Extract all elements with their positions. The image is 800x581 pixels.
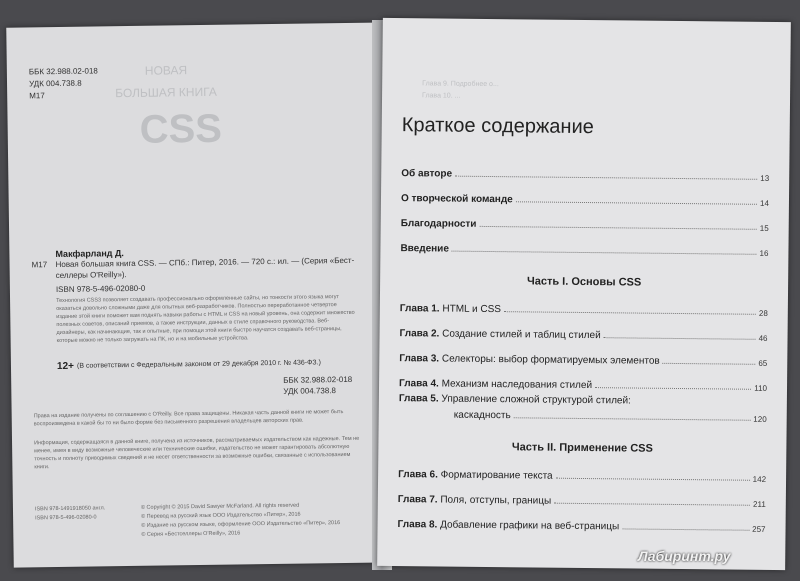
udk-bottom: УДК 004.738.8: [283, 386, 337, 396]
toc-item-creative-team: О творческой команде 14: [400, 193, 770, 208]
rights-text: Права на издание получены по соглашению с O'Reilly. Все права защищены. Никакая часть данной книги не может быть воспроизведена в какой бы то ни было форме без письменного разрешения владельцев авторских прав.: [33, 409, 344, 428]
toc-chapter-5-line-1: Глава 5. Управление сложной структурой стилей:: [398, 393, 631, 407]
bbk-top: ББК 32.988.02-018: [28, 66, 98, 77]
toc-chapter-2: Глава 2. Создание стилей и таблиц стилей 46: [399, 328, 768, 343]
toc-item-about-author: Об авторе 13: [401, 168, 770, 183]
ghost-title-3: CSS: [139, 106, 223, 152]
toc-chapter-6: Глава 6. Форматирование текста 142: [398, 469, 767, 484]
toc-chapter-5-line-2: каскадность 120: [453, 409, 767, 424]
toc-chapter-4: Глава 4. Механизм наследования стилей 110: [398, 378, 768, 393]
page-title: Краткое содержание: [401, 114, 594, 139]
bbk-bottom: ББК 32.988.02-018: [283, 374, 353, 385]
isbn-line: ISBN 978-5-496-02080-0: [55, 283, 146, 295]
age-mark: 12+: [56, 360, 75, 373]
udk-top: УДК 004.738.8: [28, 78, 82, 89]
toc-chapter-8: Глава 8. Добавление графики на веб-страницы 257: [397, 519, 766, 534]
copyright-3: © Издание на русском языке, оформление ООО Издательство «Питер», 2016: [141, 520, 341, 529]
ghost-header-1: Глава 9. Подробнее о...: [422, 80, 499, 89]
author: Макфарланд Д.: [55, 248, 124, 260]
left-page: [6, 22, 396, 567]
bib-line-2: селлеры O'Reilly»).: [55, 270, 127, 281]
toc-chapter-1: Глава 1. HTML и CSS 28: [399, 303, 768, 318]
code-left: М17: [31, 260, 48, 270]
info-text: Информация, содержащаяся в данной книге, получена из источников, рассматриваемых издательством как надежные. Тем не менее, имея в виду возможные человеческие или технические ошибки, издательство не может гарантировать абсолютную точность и полноту приводимых сведений и не несет ответственности за возможные ошибки, связанные с использованием книги.: [34, 435, 360, 471]
copyright-4: © Серия «Бестселлеры O'Reilly», 2016: [141, 530, 241, 538]
ghost-title-2: БОЛЬШАЯ КНИГА: [115, 84, 217, 101]
right-page: [377, 18, 791, 570]
copyright-2: © Перевод на русский язык ООО Издательство «Питер», 2016: [141, 511, 301, 520]
toc-chapter-3: Глава 3. Селекторы: выбор форматируемых элементов 65: [399, 353, 768, 368]
code-top: М17: [29, 91, 45, 101]
annotation: Технология CSS3 позволяет создавать профессионально оформленные сайты, но тонкости этого языка могут оказаться довольно сложными даже для опытных веб-разработчиков. Полностью переработанное четвертое издание этой книги поможет вам поднять навыки работы с HTML и CSS на новый уровень, она содержит множество полезных советов, описаний приемов, а также инструкции, данных в стиле справочного руководства. Веб-дизайнеры, как начинающие, так и опытные, при помощи этой книги быстро научатся создавать веб-страницы, которые можно не только загружать на ПК, но и на мобильные устройства.: [56, 294, 355, 345]
part-1-title: Часть I. Основы CSS: [526, 275, 642, 289]
toc-item-acknowledgments: Благодарности 15: [400, 218, 769, 233]
site-watermark: Лабиринт.ру: [638, 548, 731, 564]
isbn-rus: ISBN 978-5-496-02080-0: [35, 514, 97, 522]
bib-line-1: Новая большая книга CSS. — СПб.: Питер, 2016. — 720 с.: ил. — (Серия «Бест-: [55, 255, 355, 270]
copyright-1: © Copyright © 2015 David Sawyer McFarland. All rights reserved: [140, 502, 300, 511]
isbn-eng: ISBN 978-1491918050 англ.: [34, 505, 106, 513]
part-2-title: Часть II. Применение CSS: [511, 441, 653, 455]
age-note: (В соответствии с Федеральным законом от 29 декабря 2010 г. № 436-ФЗ.): [76, 359, 321, 370]
toc-item-introduction: Введение 16: [400, 243, 769, 258]
toc-chapter-7: Глава 7. Поля, отступы, границы 211: [397, 494, 766, 509]
ghost-title-1: НОВАЯ: [144, 63, 188, 78]
ghost-header-2: Глава 10. ...: [422, 92, 461, 100]
